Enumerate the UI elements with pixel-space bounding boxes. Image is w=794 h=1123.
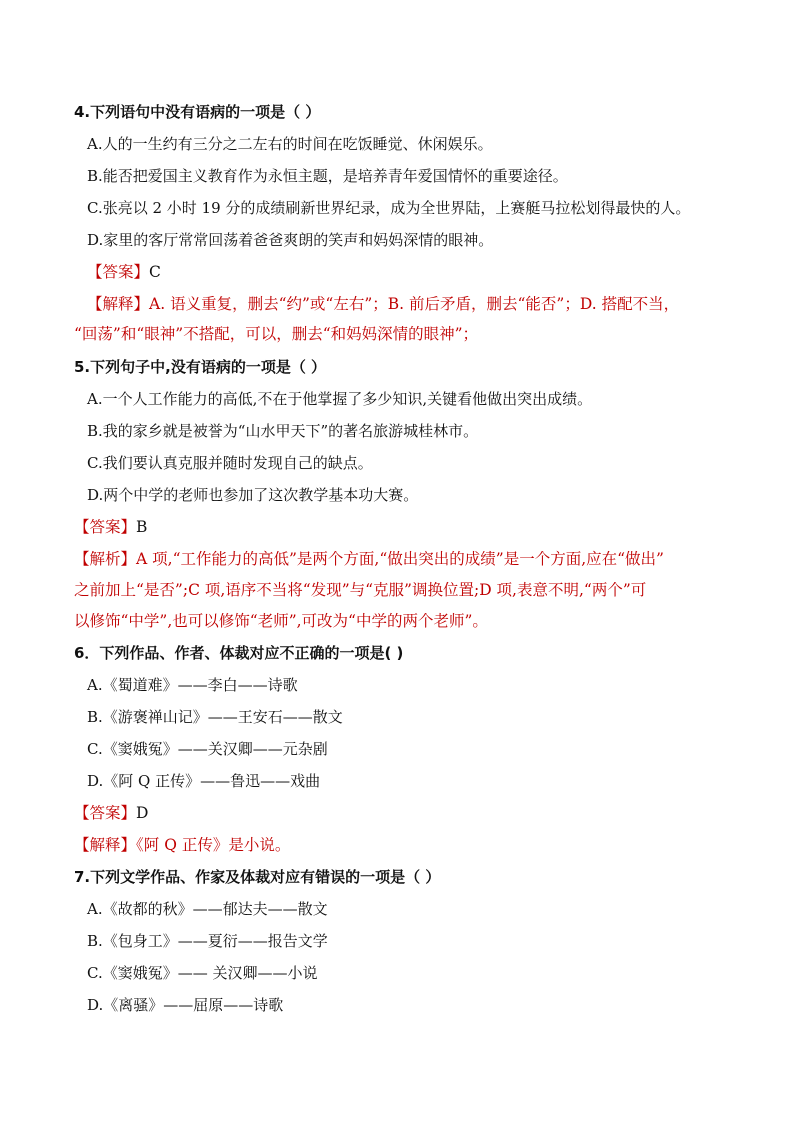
question-4-option-c: C.张亮以 2 小时 19 分的成绩刷新世界纪录，成为全世界陆，上赛艇马拉松划得最快的人。 — [87, 199, 691, 217]
question-4-answer — [87, 262, 161, 282]
question-5-option-c: C.我们要认真克服并随时发现自己的缺点。 — [87, 454, 373, 472]
question-5-stem: 5.下列句子中,没有语病的一项是（ ） — [74, 358, 327, 376]
question-5-answer — [74, 517, 147, 537]
question-5-explain-line-3: 以修饰“中学”,也可以修饰“老师”,可改为“中学的两个老师”。 — [74, 612, 488, 630]
question-5-option-a: A.一个人工作能力的高低,不在于他掌握了多少知识,关键看他做出突出成绩。 — [87, 390, 593, 408]
question-7-option-d: D.《离骚》——屈原——诗歌 — [87, 996, 284, 1014]
question-5-explain-line-1 — [74, 549, 664, 569]
explain-text: 《阿 Q 正传》是小说。 — [136, 836, 291, 854]
answer-label: 【答案】 — [74, 518, 137, 536]
answer-label: 【答案】 — [87, 263, 150, 281]
question-4-option-d: D.家里的客厅常常回荡着爸爸爽朗的笑声和妈妈深情的眼神。 — [87, 231, 494, 249]
question-7-option-c: C.《窦娥冤》—— 关汉卿——小说 — [87, 964, 318, 982]
answer-value: D — [136, 804, 149, 822]
question-6-answer — [74, 803, 148, 823]
question-4-option-a: A.人的一生约有三分之二左右的时间在吃饭睡觉、休闲娱乐。 — [87, 135, 493, 153]
question-6-option-a: A.《蜀道难》——李白——诗歌 — [87, 676, 298, 694]
question-6-option-d: D.《阿 Q 正传》——鲁迅——戏曲 — [87, 772, 321, 790]
question-4-option-b: B.能否把爱国主义教育作为永恒主题，是培养青年爱国情怀的重要途径。 — [87, 167, 568, 185]
explain-text: A 项,“工作能力的高低”是两个方面,“做出突出的成绩”是一个方面,应在“做出” — [136, 550, 664, 568]
answer-value: B — [136, 518, 148, 536]
question-6-option-c: C.《窦娥冤》——关汉卿——元杂剧 — [87, 740, 328, 758]
question-4-explain-line-2: “回荡”和“眼神”不搭配，可以，删去“和妈妈深情的眼神”； — [74, 325, 479, 343]
explain-label: 【解析】 — [74, 550, 137, 568]
question-5-option-d: D.两个中学的老师也参加了这次教学基本功大赛。 — [87, 486, 419, 504]
question-4-stem: 4.下列语句中没有语病的一项是（ ） — [74, 103, 321, 121]
question-6-explain-line-1 — [74, 835, 290, 855]
question-7-option-a: A.《故都的秋》——郁达夫——散文 — [87, 900, 328, 918]
answer-value: C — [149, 263, 161, 281]
question-7-option-b: B.《包身工》——夏衍——报告文学 — [87, 932, 328, 950]
answer-label: 【答案】 — [74, 804, 137, 822]
question-6-stem: 6．下列作品、作者、体裁对应不正确的一项是( ) — [74, 644, 404, 662]
question-4-explain-line-1 — [87, 294, 679, 314]
explain-text: A. 语义重复，删去“约”或“左右”；B. 前后矛盾，删去“能否”；D. 搭配不当， — [149, 295, 680, 313]
explain-label: 【解释】 — [74, 836, 137, 854]
question-5-option-b: B.我的家乡就是被誉为“山水甲天下”的著名旅游城桂林市。 — [87, 422, 479, 440]
question-6-option-b: B.《游褒禅山记》——王安石——散文 — [87, 708, 343, 726]
question-7-stem: 7.下列文学作品、作家及体裁对应有错误的一项是（ ） — [74, 868, 441, 886]
explain-label: 【解释】 — [87, 295, 150, 313]
question-5-explain-line-2: 之前加上“是否”;C 项,语序不当将“发现”与“克服”调换位置;D 项,表意不明,“两个”可 — [74, 581, 647, 599]
